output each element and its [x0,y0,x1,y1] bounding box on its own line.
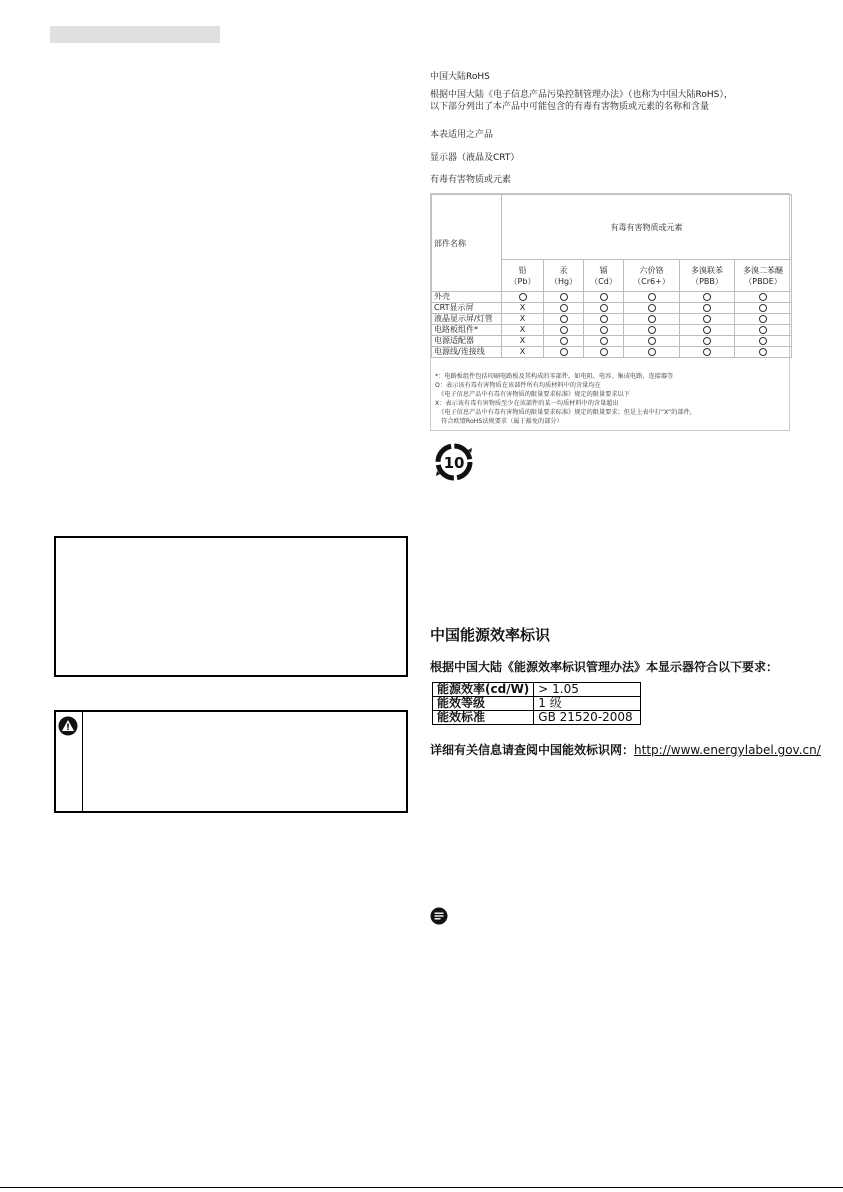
rohs-col-cn: 汞 [559,265,568,275]
energy-row [433,711,641,725]
rohs-mark-cell [584,325,624,336]
energy-link[interactable]: http://www.energylabel.gov.cn/ [634,743,821,757]
warning-box [54,710,408,813]
rohs-col-header [544,260,584,292]
rohs-mark-cell [584,292,624,303]
rohs-mark-cell [624,347,680,358]
rohs-part-header: 部件名称 [432,195,502,292]
circle-mark-icon [519,293,527,301]
empty-box [54,536,408,677]
energy-label: 能源效率(cd/W) [433,683,534,697]
epup-number: 10 [443,454,465,472]
rohs-col-cn: 铅 [518,265,527,275]
circle-mark-icon [759,315,767,323]
rohs-scope-label: 本表适用之产品 [430,130,494,140]
rohs-col-header [680,260,735,292]
rohs-intro-line1: 根据中国大陆《电子信息产品污染控制管理办法》（也称为中国大陆RoHS）， [430,90,733,100]
rohs-mark-cell [584,303,624,314]
rohs-col-header [584,260,624,292]
energy-value: GB 21520-2008 [534,711,641,725]
rohs-col-symbol: （Hg） [549,276,578,286]
rohs-substances-label: 有毒有害物质或元素 [430,175,512,185]
rohs-col-cn: 多溴二苯醚 [743,265,784,275]
table-row [432,347,792,358]
circle-mark-icon [703,326,711,334]
rohs-mark-cell [584,347,624,358]
rohs-mark-cell [624,303,680,314]
note-icon [430,907,448,925]
circle-mark-icon [600,337,608,345]
rohs-mark-cell [544,292,584,303]
energy-row [433,683,641,697]
rohs-mark-cell [680,325,735,336]
rohs-mark-cell [735,292,792,303]
rohs-mark-cell: X [502,325,544,336]
circle-mark-icon [759,304,767,312]
rohs-mark-cell: X [502,336,544,347]
circle-mark-icon [600,315,608,323]
rohs-mark-cell [680,303,735,314]
rohs-part-name: 电源适配器 [432,336,502,347]
circle-mark-icon [600,293,608,301]
rohs-part-name: 液晶显示屏/灯管 [432,314,502,325]
energy-link-prefix: 详细有关信息请查阅中国能效标识网： [430,743,635,757]
rohs-mark-cell [735,314,792,325]
circle-mark-icon [648,315,656,323]
energy-value: 1 级 [534,697,641,711]
rohs-col-cn: 多溴联苯 [691,265,723,275]
rohs-note-line: 《电子信息产品中有毒有害物质的限量要求标准》规定的限量要求以下 [435,391,630,398]
energy-value: > 1.05 [534,683,641,697]
circle-mark-icon [759,293,767,301]
rohs-note-line: X：表示该有毒有害物质至少在该部件的某一均质材料中的含量超出 [435,400,619,407]
rohs-note-line: *：电路板组件包括印刷电路板及其构成的零部件，如电阻、电容、集成电路、连接器等 [435,373,674,380]
rohs-notes [435,372,696,426]
rohs-mark-cell [735,325,792,336]
rohs-mark-cell [624,292,680,303]
rohs-group-header: 有毒有害物质或元素 [502,195,792,260]
table-row [432,325,792,336]
rohs-mark-cell [544,314,584,325]
circle-mark-icon [703,315,711,323]
rohs-mark-cell [584,314,624,325]
circle-mark-icon [759,326,767,334]
rohs-note-line: 《电子信息产品中有毒有害物质的限量要求标准》规定的限量要求；但是上表中打“X”的部件， [435,409,696,416]
rohs-part-name: 电路板组件* [432,325,502,336]
rohs-mark-cell [544,303,584,314]
rohs-mark-cell [624,314,680,325]
circle-mark-icon [648,326,656,334]
rohs-part-name: 外壳 [432,292,502,303]
circle-mark-icon [648,293,656,301]
circle-mark-icon [648,348,656,356]
rohs-heading: 中国大陆RoHS [430,72,490,82]
circle-mark-icon [600,326,608,334]
circle-mark-icon [703,304,711,312]
rohs-note-line: O：表示该有毒有害物质在该部件所有均质材料中的含量均在 [435,382,601,389]
circle-mark-icon [703,293,711,301]
warning-box-side [56,712,83,811]
energy-label: 能效等级 [433,697,534,711]
rohs-mark-cell [624,325,680,336]
footer-line [0,1187,843,1188]
rohs-table [431,194,792,358]
circle-mark-icon [703,348,711,356]
rohs-product: 显示器（液晶及CRT） [430,153,520,163]
circle-mark-icon [703,337,711,345]
circle-mark-icon [560,293,568,301]
rohs-col-header [735,260,792,292]
rohs-part-name: 电源线/连接线 [432,347,502,358]
rohs-mark-cell [680,336,735,347]
energy-row [433,697,641,711]
rohs-mark-cell: X [502,347,544,358]
rohs-intro-line2: 以下部分列出了本产品中可能包含的有毒有害物质或元素的名称和含量 [430,102,710,112]
circle-mark-icon [759,348,767,356]
energy-table [432,682,641,725]
rohs-mark-cell [584,336,624,347]
circle-mark-icon [759,337,767,345]
circle-mark-icon [600,304,608,312]
rohs-mark-cell: X [502,303,544,314]
rohs-mark-cell [680,292,735,303]
table-row [432,303,792,314]
circle-mark-icon [560,326,568,334]
rohs-mark-cell: X [502,314,544,325]
rohs-col-symbol: （PBB） [691,276,723,286]
rohs-col-cn: 镉 [599,265,608,275]
circle-mark-icon [560,315,568,323]
circle-mark-icon [560,304,568,312]
rohs-mark-cell [544,325,584,336]
energy-link-line [430,741,821,758]
rohs-mark-cell [624,336,680,347]
table-row [432,314,792,325]
circle-mark-icon [560,337,568,345]
table-row [432,336,792,347]
rohs-col-cn: 六价铬 [639,265,664,275]
rohs-mark-cell [502,292,544,303]
epup-10-icon [432,440,476,484]
table-row [432,292,792,303]
circle-mark-icon [648,337,656,345]
energy-intro: 根据中国大陆《能源效率标识管理办法》本显示器符合以下要求： [430,660,779,674]
rohs-note-line: 符合欧盟RoHS法规要求（属于豁免的部分） [435,418,563,425]
energy-label: 能效标准 [433,711,534,725]
rohs-mark-cell [680,314,735,325]
rohs-col-symbol: （PBDE） [744,276,782,286]
rohs-table-frame [430,193,790,431]
circle-mark-icon [560,348,568,356]
rohs-col-header [502,260,544,292]
rohs-col-header [624,260,680,292]
rohs-mark-cell [680,347,735,358]
circle-mark-icon [648,304,656,312]
rohs-col-symbol: （Pb） [509,276,536,286]
rohs-mark-cell [735,336,792,347]
header-bar [50,26,220,43]
rohs-mark-cell [735,347,792,358]
rohs-mark-cell [735,303,792,314]
warning-icon [58,716,78,736]
rohs-part-name: CRT显示屏 [432,303,502,314]
rohs-col-symbol: （Cd） [590,276,617,286]
rohs-mark-cell [544,336,584,347]
rohs-col-symbol: （Cr6+） [633,276,670,286]
rohs-mark-cell [544,347,584,358]
energy-title: 中国能源效率标识 [430,626,551,644]
circle-mark-icon [600,348,608,356]
